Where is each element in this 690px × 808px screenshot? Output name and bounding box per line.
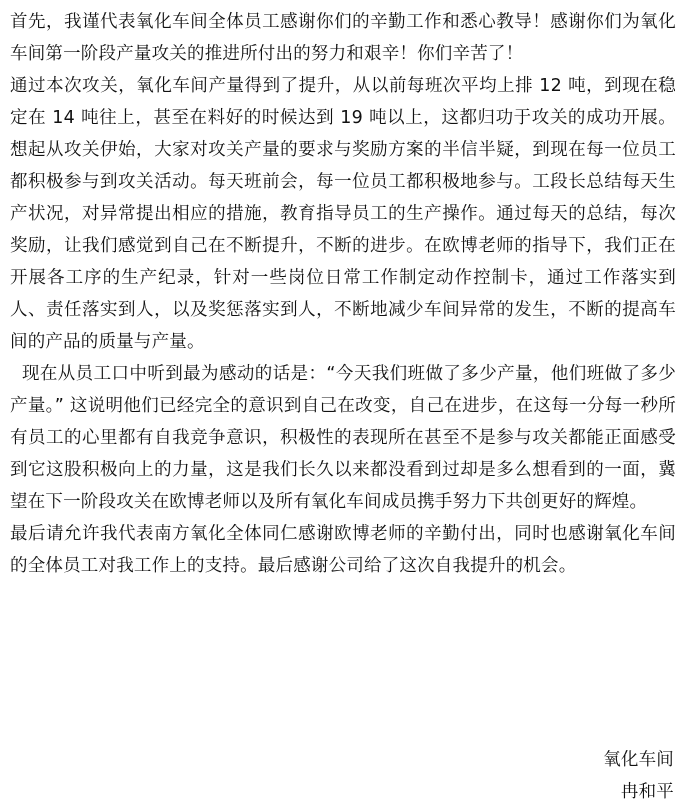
paragraph-closing: 最后请允许我代表南方氧化全体同仁感谢欧博老师的辛勤付出，同时也感谢氧化车间的全体员工对我工作上的支持。最后感谢公司给了这次自我提升的机会。 <box>10 524 676 576</box>
signature-department: 氧化车间 <box>603 750 674 770</box>
signature-name: 冉和平 <box>620 782 674 802</box>
paragraph-thanks-intro: 首先，我谨代表氧化车间全体员工感谢你们的辛勤工作和悉心教导！感谢你们为氧化车间第一阶段产量攻关的推进所付出的努力和艰辛！你们辛苦了！ <box>10 12 676 64</box>
paragraph-staff-feedback: 现在从员工口中听到最为感动的话是：“今天我们班做了多少产量，他们班做了多少产量。” 这说明他们已经完全的意识到自己在改变，自己在进步，在这每一分每一秒所有员工的心里都有自我竞争意识，积极性的表现所在甚至不是参与攻关都能正面感受到它这股积极向上的力量，这是我们长久以来都没看到过却是多么想看到的一面，冀望在下一阶段攻关在欧博老师以及所有氧化车间成员携手努力下共创更好的辉煌。 <box>10 364 676 512</box>
paragraph-achievements: 通过本次攻关，氧化车间产量得到了提升，从以前每班次平均上排 12 吨，到现在稳定在 14 吨往上，甚至在料好的时候达到 19 吨以上，这都归功于攻关的成功开展。想起从攻关伊始，大家对攻关产量的要求与奖励方案的半信半疑，到现在每一位员工都积极参与到攻关活动。每天班前会，每一位员工都积极地参与。工段长总结每天生产状况，对异常提出相应的措施，教育指导员工的生产操作。通过每天的总结，每次奖励，让我们感觉到自己在不断提升，不断的进步。在欧博老师的指导下，我们正在开展各工序的生产纪录，针对一些岗位日常工作制定动作控制卡，通过工作落实到人、责任落实到人，以及奖惩落实到人，不断地减少车间异常的发生，不断的提高车间的产品的质量与产量。 <box>10 76 676 352</box>
